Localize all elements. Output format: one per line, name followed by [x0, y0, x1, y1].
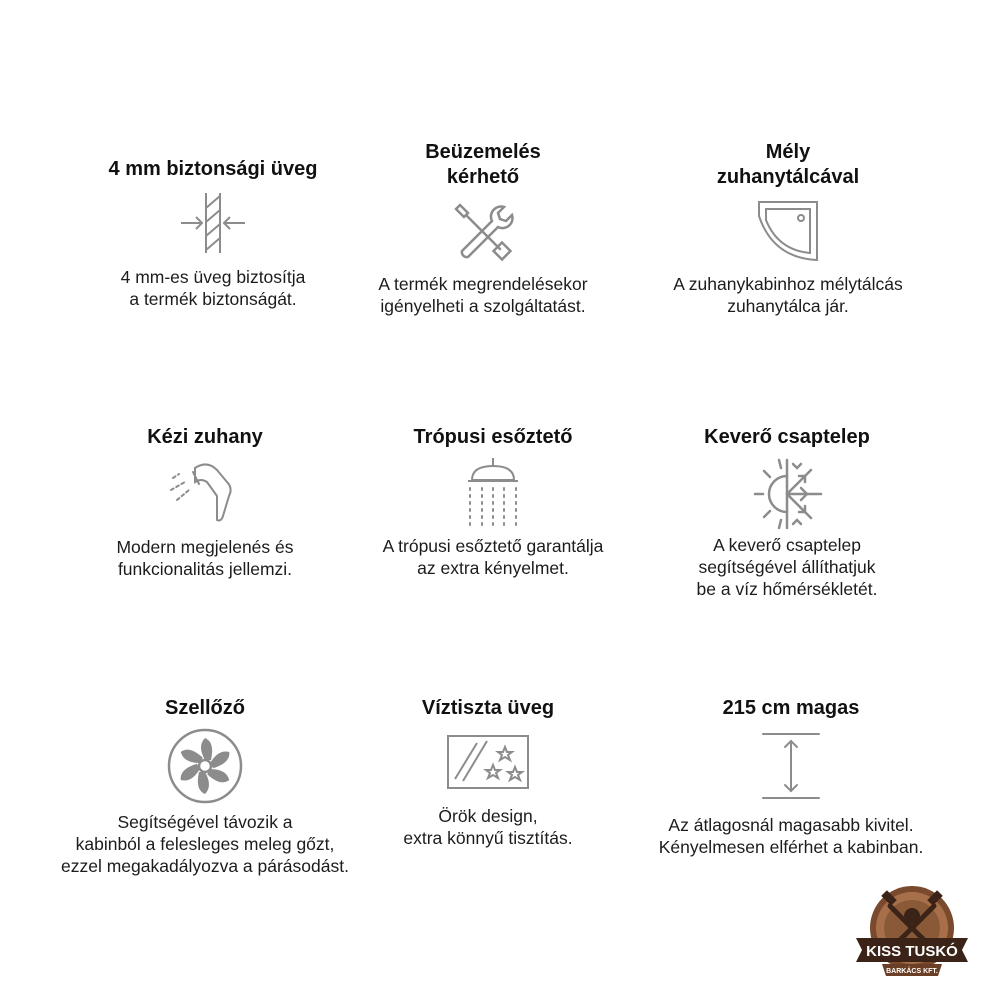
ventilator-fan-icon: [165, 726, 245, 806]
feature-mixer-tap: [617, 425, 957, 600]
logo-subtitle: BARKÁCS KFT.: [886, 968, 938, 975]
kiss-tusko-logo: [852, 880, 972, 990]
feature-description: A termék megrendelésekor igényelheti a szolgáltatást.: [378, 274, 588, 316]
shower-tray-icon: [753, 196, 823, 266]
feature-installation: [313, 140, 653, 317]
feature-description: Az átlagosnál magasabb kivitel. Kényelmesen elférhet a kabinban.: [658, 815, 924, 857]
feature-description: A trópusi esőztető garantálja az extra kényelmet.: [382, 536, 604, 578]
rain-shower-icon: [458, 456, 528, 531]
feature-title: Szellőző: [164, 697, 245, 719]
feature-title: Mély zuhanytálcával: [716, 141, 860, 188]
feature-rain-shower: [323, 425, 663, 579]
logo-ribbon: [856, 938, 968, 976]
feature-title: 215 cm magas: [722, 697, 860, 719]
feature-description: Örök design, extra könnyű tisztítás.: [403, 806, 573, 848]
clear-glass-icon: [445, 733, 531, 791]
hand-shower-icon: [165, 456, 245, 526]
hot-cold-mixer-icon: [749, 456, 825, 532]
feature-description: A zuhanykabinhoz mélytálcás zuhanytálca jár.: [673, 274, 903, 316]
feature-title: Trópusi esőztető: [413, 426, 573, 448]
feature-description: Segítségével távozik a kabinból a felesleges meleg gőzt, ezzel megakadályozva a párásodást.: [61, 812, 349, 876]
logo-name: KISS TUSKÓ: [866, 943, 958, 960]
feature-title: 4 mm biztonsági üveg: [108, 158, 318, 180]
feature-description: Modern megjelenés és funkcionalitás jellemzi.: [116, 537, 294, 579]
safety-glass-icon: [178, 188, 248, 258]
height-icon: [761, 731, 821, 801]
feature-deep-tray: [618, 140, 958, 317]
tools-icon: [448, 197, 518, 267]
feature-clear-glass: [318, 696, 658, 849]
feature-description: 4 mm-es üveg biztosítja a termék biztonságát.: [120, 267, 306, 309]
feature-description: A keverő csaptelep segítségével állíthatjuk be a víz hőmérsékletét.: [696, 535, 878, 599]
feature-title: Keverő csaptelep: [704, 426, 870, 448]
feature-title: Beüzemelés kérhető: [425, 141, 541, 188]
feature-title: Kézi zuhany: [147, 426, 263, 448]
feature-height: [621, 696, 961, 858]
feature-title: Víztiszta üveg: [421, 697, 555, 719]
